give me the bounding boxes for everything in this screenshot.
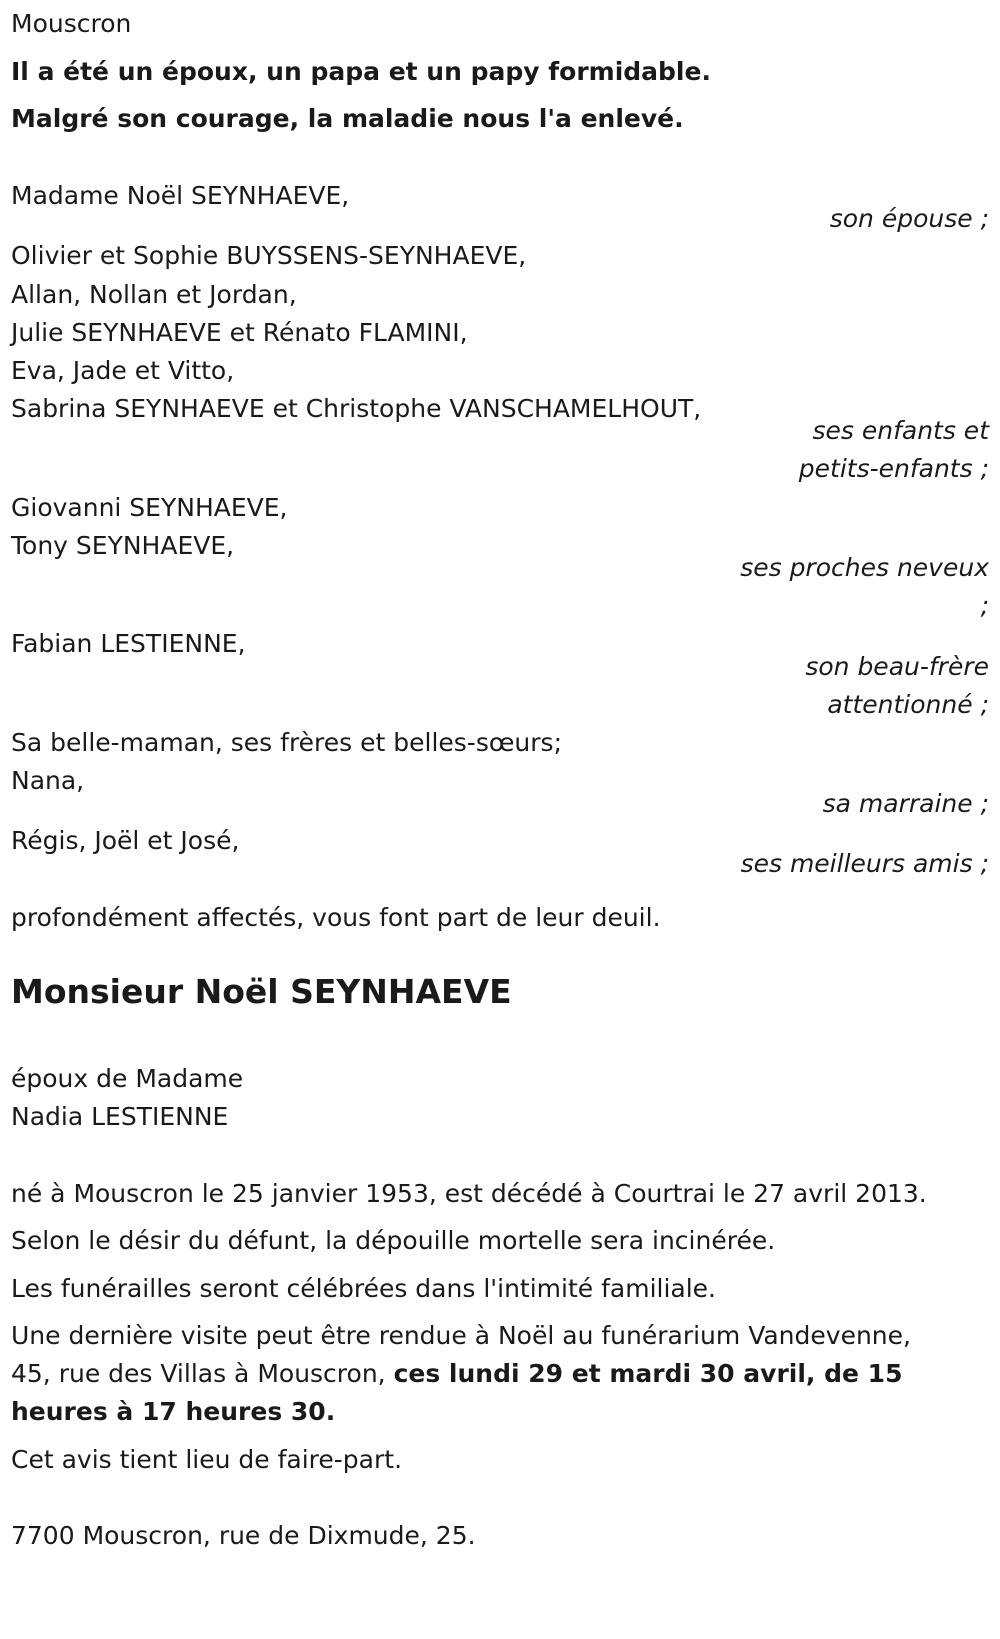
children-role-2: petits-enfants ; (798, 454, 989, 483)
visit-line-2 (11, 1355, 902, 1393)
closing-line: profondément affectés, vous font part de leur deuil. (11, 903, 661, 932)
notice-line: Cet avis tient lieu de faire-part. (11, 1445, 403, 1474)
visit-line-3: heures à 17 heures 30. (11, 1397, 336, 1426)
birth-death-line: né à Mouscron le 25 janvier 1953, est décédé à Courtrai le 27 avril 2013. (11, 1179, 927, 1208)
godmother-line: Nana, (11, 766, 85, 795)
nephews-role-1: ses proches neveux (740, 553, 989, 582)
lead-line-2: Malgré son courage, la maladie nous l'a enlevé. (11, 104, 684, 133)
spouse-of-line-2: Nadia LESTIENNE (11, 1102, 229, 1131)
wish-line: Selon le désir du défunt, la dépouille mortelle sera incinérée. (11, 1226, 776, 1255)
visit-address: 45, rue des Villas à Mouscron, (11, 1359, 394, 1388)
friends-role: ses meilleurs amis ; (740, 849, 989, 878)
children-role-1: ses enfants et (812, 416, 989, 445)
nephews-role-2: ; (980, 591, 989, 620)
visit-line-1: Une dernière visite peut être rendue à Noël au funérarium Vandevenne, (11, 1321, 911, 1350)
nephew-line-1: Giovanni SEYNHAEVE, (11, 493, 288, 522)
friends-line: Régis, Joël et José, (11, 826, 240, 855)
lead-line-1: Il a été un époux, un papa et un papy formidable. (11, 57, 711, 86)
godmother-role: sa marraine ; (822, 789, 989, 818)
child-line-5: Sabrina SEYNHAEVE et Christophe VANSCHAMELHOUT, (11, 394, 702, 423)
in-laws-line: Sa belle-maman, ses frères et belles-sœurs; (11, 728, 563, 757)
deceased-name: Monsieur Noël SEYNHAEVE (11, 972, 512, 1011)
spouse-line: Madame Noël SEYNHAEVE, (11, 181, 350, 210)
funeral-line: Les funérailles seront célébrées dans l'intimité familiale. (11, 1274, 717, 1303)
spouse-of-line-1: époux de Madame (11, 1064, 244, 1093)
child-line-1: Olivier et Sophie BUYSSENS-SEYNHAEVE, (11, 241, 527, 270)
visit-dates: ces lundi 29 et mardi 30 avril, de 15 (393, 1359, 903, 1388)
child-line-2: Allan, Nollan et Jordan, (11, 280, 297, 309)
spouse-role: son épouse ; (829, 204, 989, 233)
child-line-3: Julie SEYNHAEVE et Rénato FLAMINI, (11, 318, 468, 347)
brother-in-law-line: Fabian LESTIENNE, (11, 629, 246, 658)
address-line: 7700 Mouscron, rue de Dixmude, 25. (11, 1521, 476, 1550)
child-line-4: Eva, Jade et Vitto, (11, 356, 235, 385)
nephew-line-2: Tony SEYNHAEVE, (11, 531, 235, 560)
city-line: Mouscron (11, 9, 132, 38)
brother-in-law-role-1: son beau-frère (805, 652, 989, 681)
brother-in-law-role-2: attentionné ; (827, 690, 989, 719)
